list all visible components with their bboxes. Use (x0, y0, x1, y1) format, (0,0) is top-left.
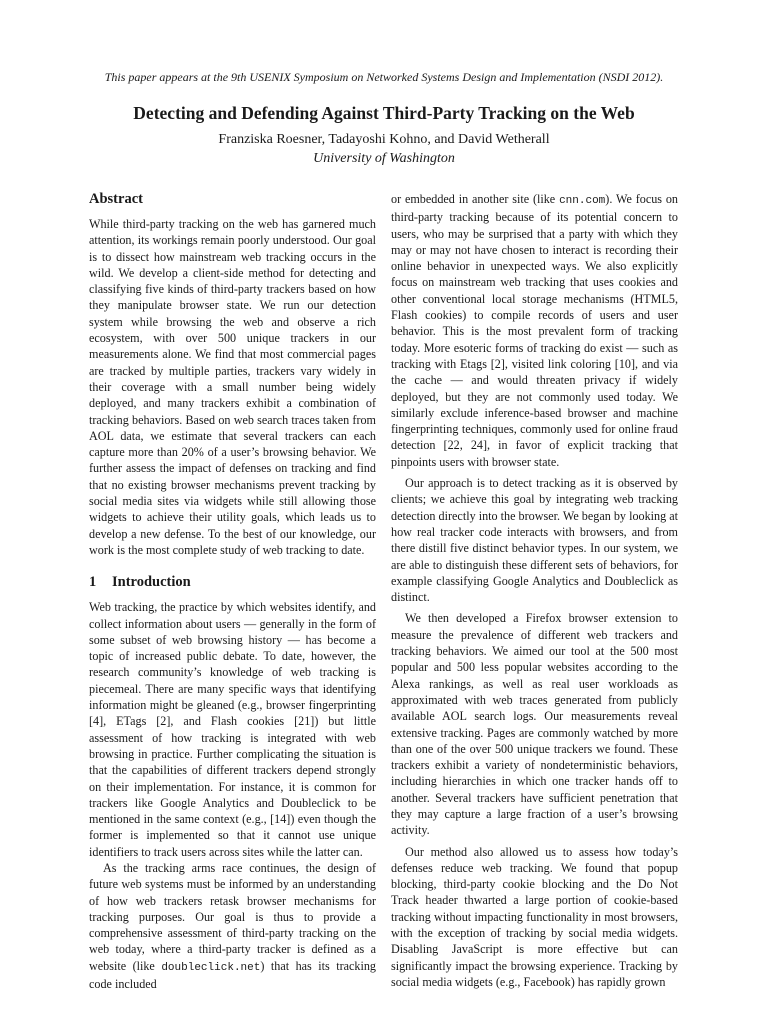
intro-paragraph-2-text-b: ) that has its tracking code included (89, 958, 376, 992)
intro-paragraph-2-text-d: ). We focus on third-party tracking because of its potential concern to users, who may be surprised that a party with which they may or may not have chosen to interact is recording their online behavior in unexpected ways. We also explicitly focus on mainstream web tracking that uses cookies and other conventional local storage mechanisms (HTML5, Flash cookies) to compile records of users and user behavior. This is the most prevalent form of tracking today. More esoteric forms of tracking do exist — such as tracking with Etags [2], visited link coloring [10], and via the cache — and would threaten privacy if widely deployed, but they are not commonly used today. We similarly exclude inference-based browser and machine fingerprinting techniques, commonly used for online fraud detection [22, 24], in favor of explicit tracking that pinpoints users with browser state. (391, 192, 678, 469)
affiliation: University of Washington (313, 151, 455, 166)
paper-title: Detecting and Defending Against Third-Party Tracking on the Web (133, 103, 635, 123)
left-column (89, 190, 376, 992)
code-doubleclick: doubleclick.net (161, 961, 261, 974)
intro-paragraph-2-continued (391, 191, 678, 470)
intro-paragraph-1: Web tracking, the practice by which websites identify, and collect information about users — generally in the form of some subset of web browsing history — has become a topic of increased public debate. To date, however, the research community’s knowledge of web tracking is piecemeal. There are many specific ways that identifying information might be gleaned (e.g., browser fingerprinting [4], ETags [2], and Flash cookies [21]) but little assessment of how tracking is integrated with web browsing in practice. Further complicating the situation is that the capabilities of different trackers depend strongly on their implementation. For instance, it is common for trackers like Google Analytics and Doubleclick to be mentioned in the same context (e.g., [14]) even though the former is implemented so that it cannot use unique identifiers to track users across sites while the latter can. (89, 600, 376, 859)
section-heading-introduction (89, 573, 376, 591)
intro-paragraph-5: Our method also allowed us to assess how today’s defenses reduce web tracking. We found that popup blocking, third-party cookie blocking and the Do Not Track header thwarted a large portion of cookie-based tracking without impacting functionality in most browsers, with the exception of tracking by social media widgets. Disabling JavaScript is more effective but can significantly impact the browsing experience. Tracking by social media widgets (e.g., Facebook) has rapidly grown (391, 844, 678, 989)
venue-note: This paper appears at the 9th USENIX Symposium on Networked Systems Design and Implementation (NSDI 2012). (104, 70, 664, 84)
intro-paragraph-2-text-a: As the tracking arms race continues, the design of future web systems must be informed by an understanding of how web trackers retask browser mechanisms for tracking purposes. Our goal is thus to provide a comprehensive assessment of third-party tracking on the web today, where a third-party tracker is defined as a website (like (89, 860, 376, 973)
right-column (391, 191, 678, 990)
intro-paragraph-2 (89, 860, 376, 992)
section-title: Introduction (112, 574, 191, 591)
abstract-text: While third-party tracking on the web has garnered much attention, its workings remain poorly understood. Our goal is to dissect how mainstream web tracking occurs in the wild. We develop a client-side method for detecting and classifying five kinds of third-party trackers based on how they manipulate browser state. We run our detection system while browsing the web and observe a rich ecosystem, with over 500 unique trackers in our measurements alone. We find that most commercial pages are tracked by multiple parties, trackers vary widely in their coverage with a small number being widely deployed, and many trackers exhibit a combination of tracking behaviors. Based on web search traces taken from AOL data, we estimate that several trackers can each capture more than 20% of a user’s browsing behavior. We further assess the impact of defenses on tracking and find that no existing browser mechanisms prevent tracking by social media sites via widgets while still allowing those widgets to achieve their utility goals, which leads us to develop a new defense. To the best of our knowledge, our work is the most complete study of web tracking to date. (89, 217, 376, 557)
intro-paragraph-4: We then developed a Firefox browser extension to measure the prevalence of different web trackers and tracking behaviors. We aimed our tool at the 500 most popular and 500 less popular websites according to the Alexa rankings, as well as real user workloads as approximated with web traces generated from publicly available AOL search logs. Our measurements reveal extensive tracking. Pages are commonly watched by more than one of the over 500 unique trackers we found. These trackers exhibit a variety of nondeterministic behaviors, including hierarchies in which one tracker hands off to another. Several trackers have sufficient penetration that they may capture a large fraction of a user’s browsing activity. (391, 611, 678, 838)
section-number: 1 (89, 574, 97, 591)
author-list: Franziska Roesner, Tadayoshi Kohno, and David Wetherall (218, 132, 550, 147)
intro-paragraph-3: Our approach is to detect tracking as it is observed by clients; we achieve this goal by integrating web tracking detection directly into the browser. We began by looking at how real tracker code interacts with browsers, and from there distill five distinct behavior types. In our system, we are able to distinguish these different sets of behaviors, for example classifying Google Analytics and Doubleclick as distinct. (391, 476, 678, 605)
intro-paragraph-2-text-c: or embedded in another site (like (391, 192, 556, 206)
code-cnn: cnn.com (559, 195, 606, 207)
abstract-heading: Abstract (89, 191, 143, 207)
